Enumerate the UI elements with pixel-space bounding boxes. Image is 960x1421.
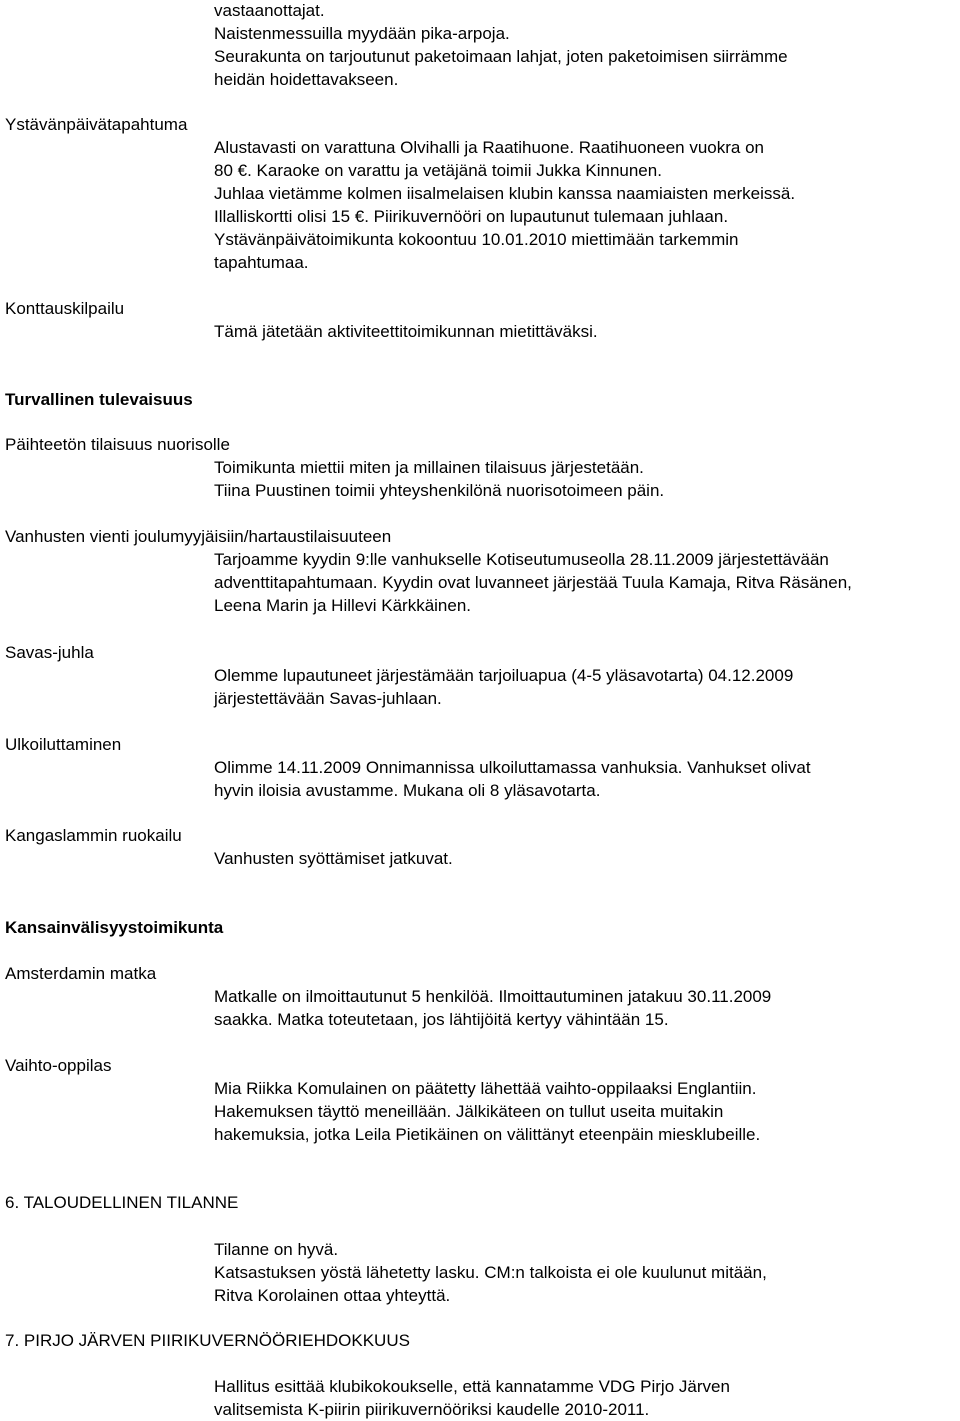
item-label-ystavanpaivatapahtuma: Ystävänpäivätapahtuma — [5, 115, 188, 134]
body-text: Hakemuksen täyttö meneillään. Jälkikäteen on tullut useita muitakin — [214, 1102, 724, 1121]
body-text: tapahtumaa. — [214, 253, 309, 272]
item-label-paihteeton-tilaisuus: Päihteetön tilaisuus nuorisolle — [5, 435, 230, 454]
body-text: Matkalle on ilmoittautunut 5 henkilöä. Ilmoittautuminen jatakuu 30.11.2009 — [214, 987, 772, 1006]
body-text: järjestettävään Savas-juhlaan. — [214, 689, 442, 708]
body-text: Katsastuksen yöstä lähetetty lasku. CM:n talkoista ei ole kuulunut mitään, — [214, 1263, 767, 1282]
body-text: Vanhusten syöttämiset jatkuvat. — [214, 849, 453, 868]
item-label-kangaslammin-ruokailu: Kangaslammin ruokailu — [5, 826, 182, 845]
body-text: Olimme 14.11.2009 Onnimannissa ulkoiluttamassa vanhuksia. Vanhukset olivat — [214, 758, 811, 777]
body-text: valitsemista K-piirin piirikuvernööriksi kaudelle 2010-2011. — [214, 1400, 650, 1419]
body-text: Leena Marin ja Hillevi Kärkkäinen. — [214, 596, 472, 615]
item-label-savas-juhla: Savas-juhla — [5, 643, 94, 662]
item-label-ulkoiluttaminen: Ulkoiluttaminen — [5, 735, 122, 754]
body-text: saakka. Matka toteutetaan, jos lähtijöitä kertyy vähintään 15. — [214, 1010, 669, 1029]
body-text: Tilanne on hyvä. — [214, 1240, 339, 1259]
body-text: 80 €. Karaoke on varattu ja vetäjänä toimii Jukka Kinnunen. — [214, 161, 662, 180]
body-text: Tiina Puustinen toimii yhteyshenkilönä nuorisotoimeen päin. — [214, 481, 665, 500]
body-text: hyvin iloisia avustamme. Mukana oli 8 yläsavotarta. — [214, 781, 601, 800]
item-label-vanhusten-vienti: Vanhusten vienti joulumyyjäisiin/hartaustilaisuuteen — [5, 527, 392, 546]
body-text: Juhlaa vietämme kolmen iisalmelaisen klubin kanssa naamiaisten merkeissä. — [214, 184, 796, 203]
body-text: Illalliskortti olisi 15 €. Piirikuvernööri on lupautunut tulemaan juhlaan. — [214, 207, 729, 226]
body-text: Tarjoamme kyydin 9:lle vanhukselle Kotiseutumuseolla 28.11.2009 järjestettävään — [214, 550, 829, 569]
body-text: Hallitus esittää klubikokoukselle, että kannatamme VDG Pirjo Järven — [214, 1377, 730, 1396]
body-text: Olemme lupautuneet järjestämään tarjoiluapua (4-5 yläsavotarta) 04.12.2009 — [214, 666, 794, 685]
body-text: heidän hoidettavakseen. — [214, 70, 399, 89]
section-heading-piirikuvernooriehdokkuus: 7. PIRJO JÄRVEN PIIRIKUVERNÖÖRIEHDOKKUUS — [5, 1331, 410, 1350]
body-text: Mia Riikka Komulainen on päätetty lähettää vaihto-oppilaaksi Englantiin. — [214, 1079, 757, 1098]
body-text: Toimikunta miettii miten ja millainen tilaisuus järjestetään. — [214, 458, 644, 477]
body-text: Ritva Korolainen ottaa yhteyttä. — [214, 1286, 451, 1305]
body-text: Ystävänpäivätoimikunta kokoontuu 10.01.2010 miettimään tarkemmin — [214, 230, 739, 249]
item-label-amsterdamin-matka: Amsterdamin matka — [5, 964, 157, 983]
body-text: Seurakunta on tarjoutunut paketoimaan lahjat, joten paketoimisen siirrämme — [214, 47, 788, 66]
body-text: Tämä jätetään aktiviteettitoimikunnan mietittäväksi. — [214, 322, 598, 341]
body-text: hakemuksia, jotka Leila Pietikäinen on välittänyt eteenpäin miesklubeille. — [214, 1125, 761, 1144]
item-label-vaihto-oppilas: Vaihto-oppilas — [5, 1056, 112, 1075]
body-text: vastaanottajat. — [214, 1, 325, 20]
body-text: Alustavasti on varattuna Olvihalli ja Raatihuone. Raatihuoneen vuokra on — [214, 138, 765, 157]
section-heading-taloudellinen-tilanne: 6. TALOUDELLINEN TILANNE — [5, 1193, 239, 1212]
item-label-konttauskilpailu: Konttauskilpailu — [5, 299, 125, 318]
body-text: adventtitapahtumaan. Kyydin ovat luvanneet järjestää Tuula Kamaja, Ritva Räsänen, — [214, 573, 852, 592]
section-heading-turvallinen-tulevaisuus: Turvallinen tulevaisuus — [5, 390, 193, 409]
section-heading-kansainvalisyystoimikunta: Kansainvälisyystoimikunta — [5, 918, 224, 937]
body-text: Naistenmessuilla myydään pika-arpoja. — [214, 24, 510, 43]
